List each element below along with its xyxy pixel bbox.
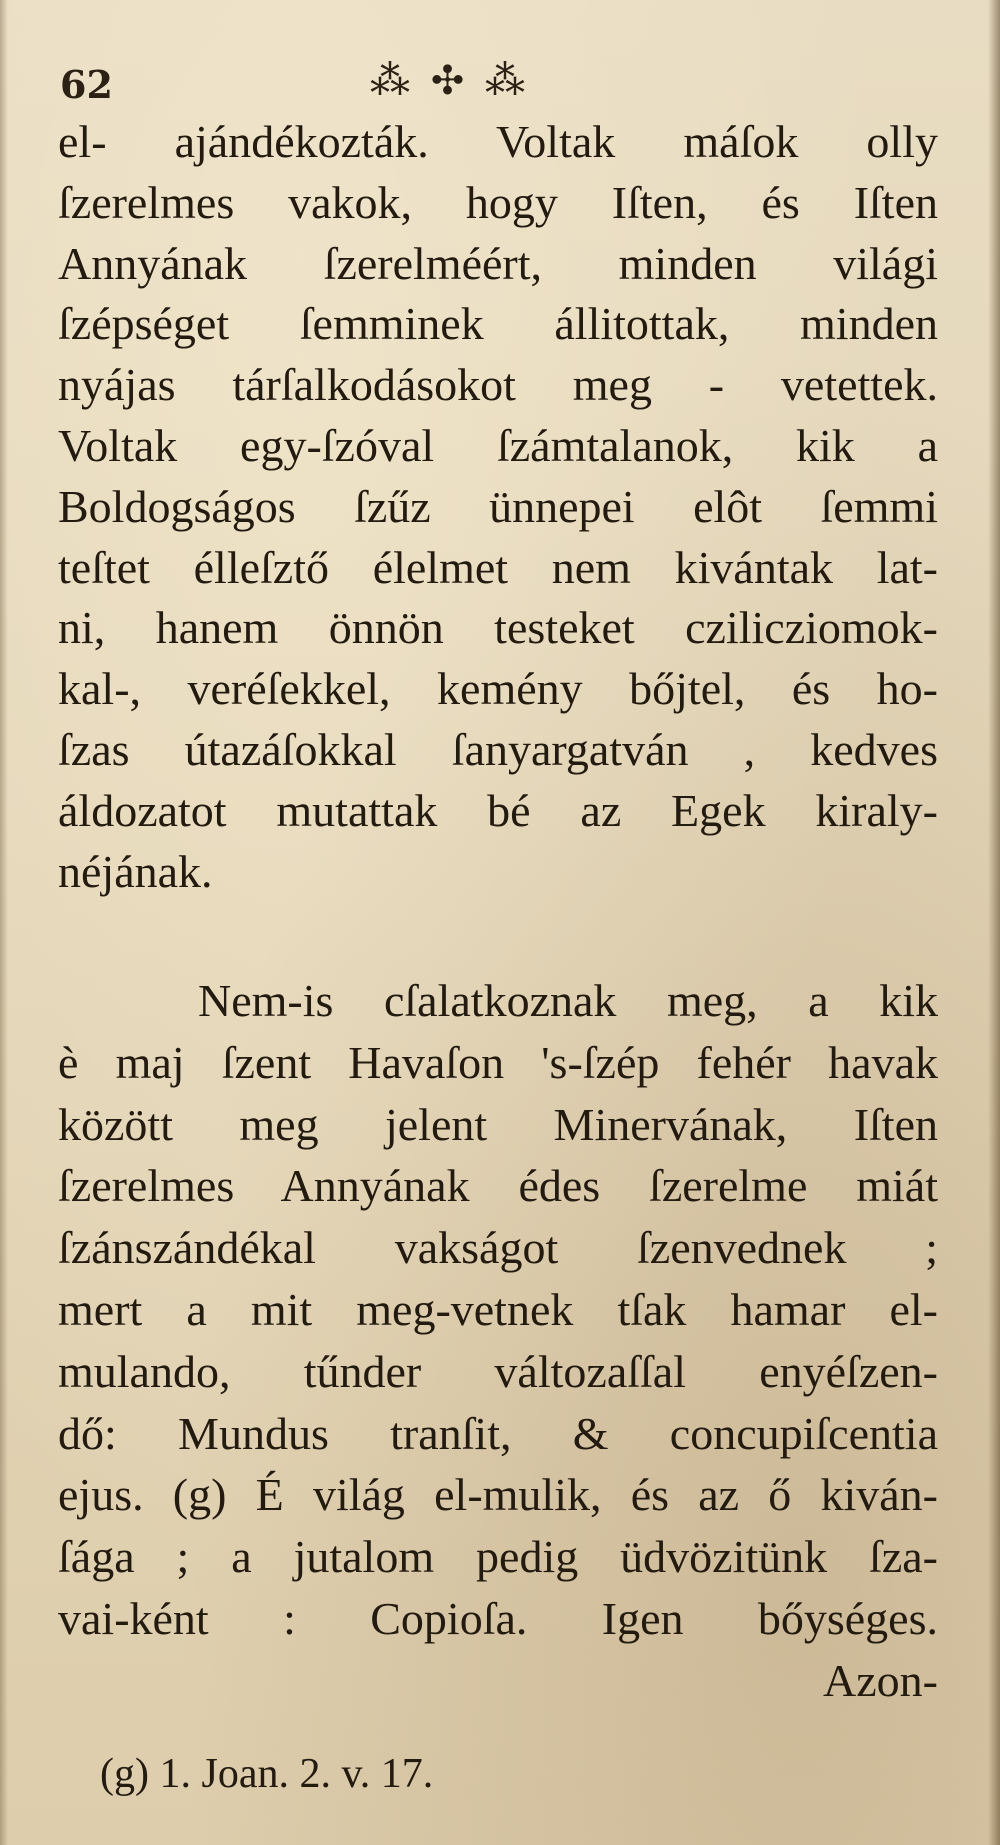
page-edge-left xyxy=(0,0,8,1845)
text-line: áldozatot mutattak bé az Egek kiraly- xyxy=(58,784,938,836)
page-number: 62 xyxy=(60,62,113,107)
text-line: ſzánszándékal vakságot ſzenvednek ; xyxy=(58,1222,938,1274)
text-line: ſzerelmes vakok, hogy Iſten, és Iſten xyxy=(58,176,938,228)
page-header xyxy=(60,52,940,112)
text-line: néjának. xyxy=(58,845,213,897)
header-ornament: ⁂ ✣ ⁂ xyxy=(370,58,529,104)
text-line: Annyának ſzerelméért, minden világi xyxy=(58,237,938,289)
text-line: nyájas tárſalkodásokot meg - vetettek. xyxy=(58,359,938,411)
text-line: dő: Mundus tranſit, & concupiſcentia xyxy=(58,1407,938,1459)
text-line: ſága ; a jutalom pedig üdvözitünk ſza- xyxy=(58,1531,938,1583)
text-line: mulando, tűnder változaſſal enyéſzen- xyxy=(58,1345,938,1397)
paragraph-2 xyxy=(58,970,938,1712)
text-line: ſzerelmes Annyának édes ſzerelme miát xyxy=(58,1160,938,1212)
text-line: è maj ſzent Havaſon 's-ſzép fehér havak xyxy=(58,1036,938,1088)
footnote: (g) 1. Joan. 2. v. 17. xyxy=(100,1751,434,1797)
page-edge-right xyxy=(988,0,1000,1845)
text-line: ejus. (g) É világ el-mulik, és az ő kiván- xyxy=(58,1469,938,1521)
paragraph-1 xyxy=(58,112,938,902)
text-line: ni, hanem önnön testeket czilicziomok- xyxy=(58,602,938,654)
text-line: ſzas útazáſokkal ſanyargatván , kedves xyxy=(58,723,938,775)
text-line: Voltak egy-ſzóval ſzámtalanok, kik a xyxy=(58,419,938,471)
text-line: vai-ként : Copioſa. Igen bőységes. xyxy=(58,1592,938,1644)
text-line: Nem-is cſalatkoznak meg, a kik xyxy=(198,975,938,1026)
text-line: Boldogságos ſzűz ünnepei elôt ſemmi xyxy=(58,480,938,532)
text-line: el- ajándékozták. Voltak máſok olly xyxy=(58,116,938,167)
text-line: kal-, veréſekkel, kemény bőjtel, és ho- xyxy=(58,663,938,715)
text-line: mert a mit meg-vetnek tſak hamar el- xyxy=(58,1283,938,1335)
text-line: ſzépséget ſemminek állitottak, minden xyxy=(58,298,938,350)
text-line: között meg jelent Minervának, Iſten xyxy=(58,1098,938,1150)
catchword: Azon- xyxy=(823,1654,938,1706)
text-line: teſtet élleſztő élelmet nem kivántak lat- xyxy=(58,541,938,593)
